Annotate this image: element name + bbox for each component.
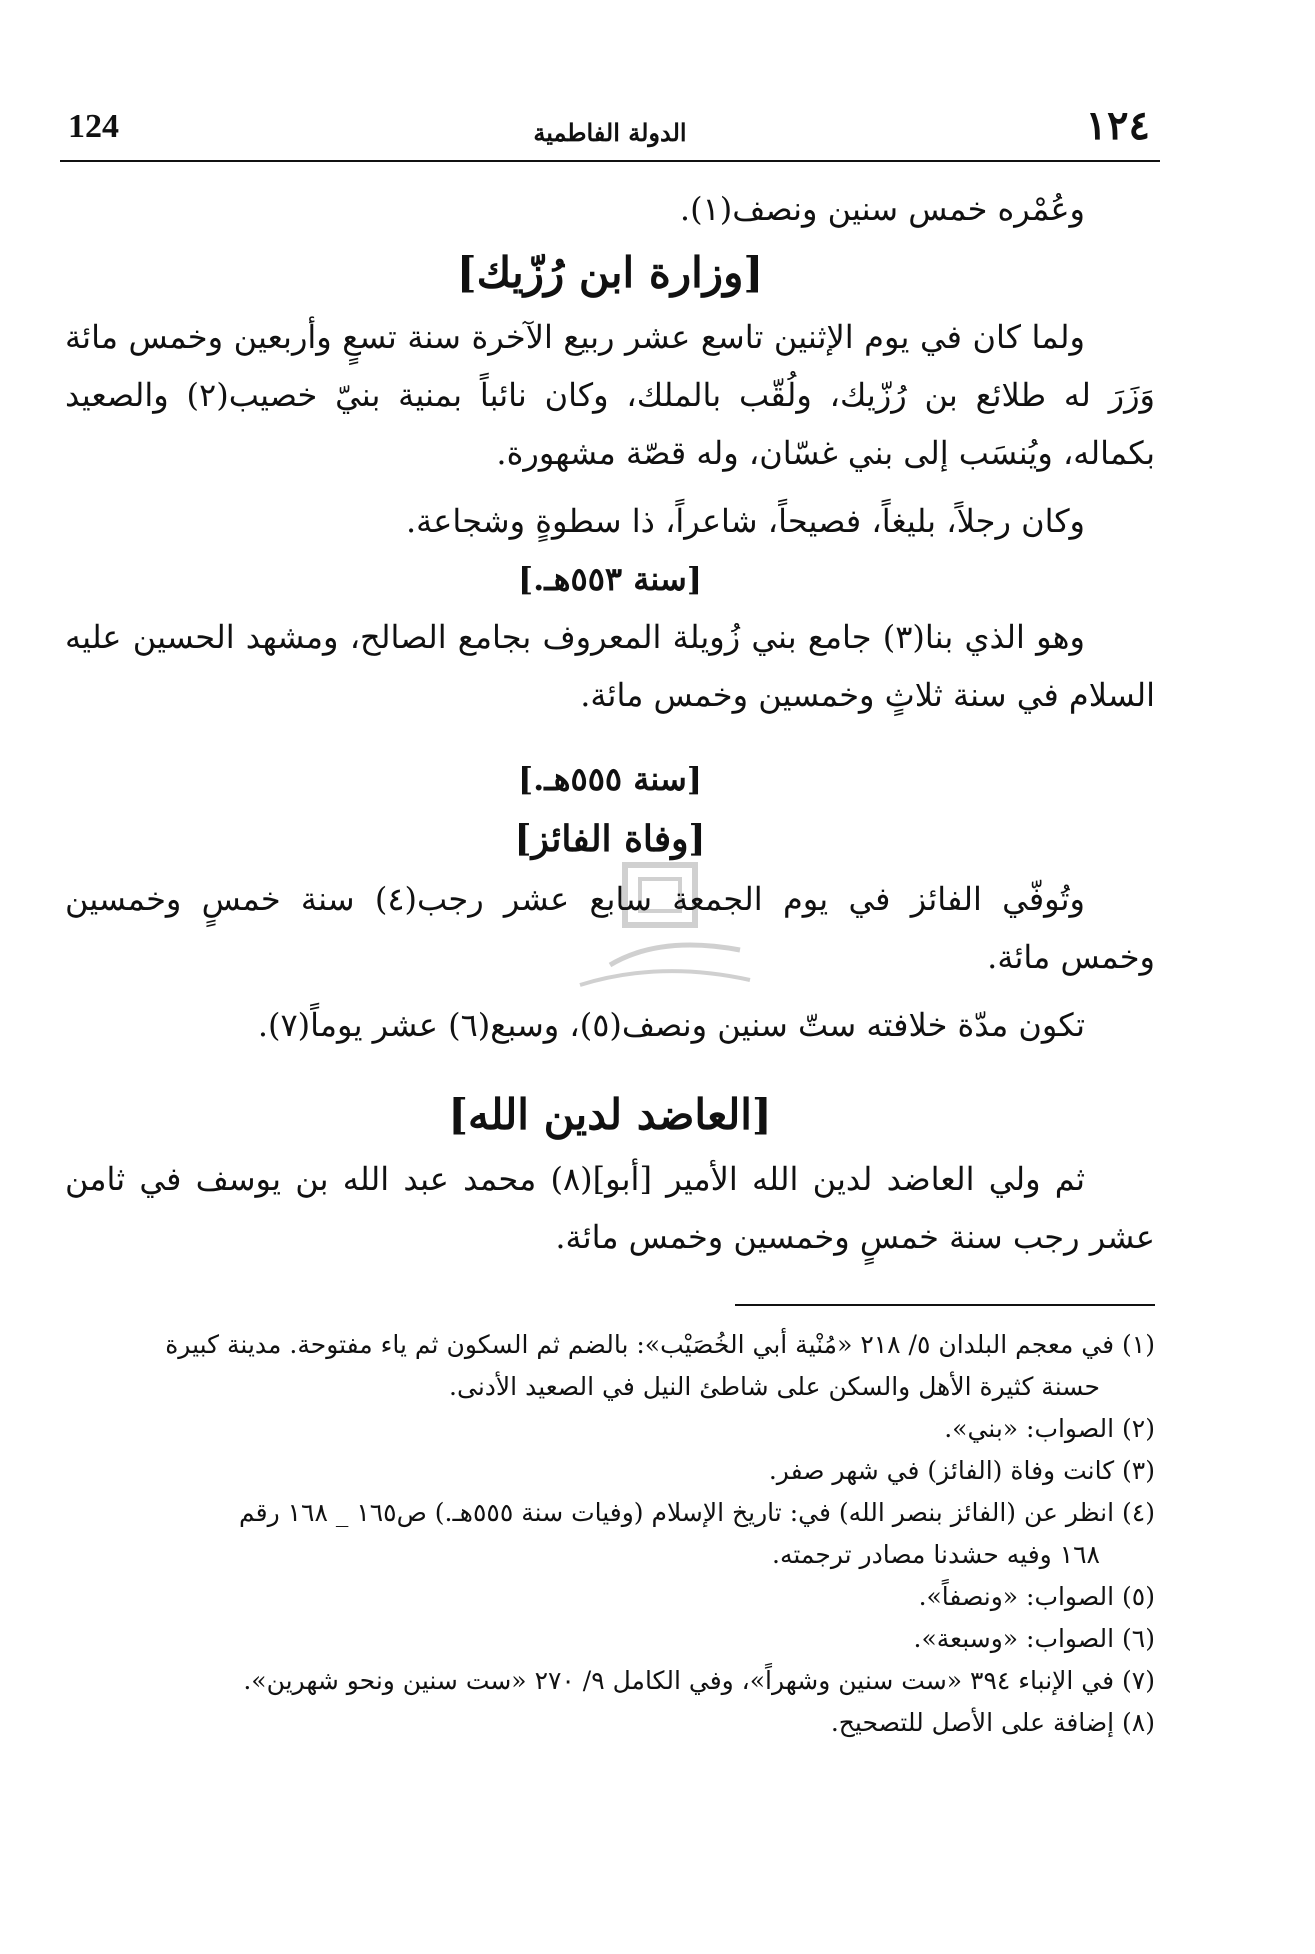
page-number-arabic: ١٢٤ <box>1085 102 1150 149</box>
paragraph: وتُوفّي الفائز في يوم الجمعة سابع عشر رجب(٤) سنة خمسٍ وخمسين وخمس مائة. <box>65 880 1155 976</box>
footnotes <box>65 1324 1155 1744</box>
paragraph: ثم ولي العاضد لدين الله الأمير [أبو](٨) محمد عبد الله بن يوسف في ثامن عشر رجب سنة خمسٍ وخمسين وخمس مائة. <box>65 1160 1155 1256</box>
footnote: (٣) كانت وفاة (الفائز) في شهر صفر. <box>768 1456 1155 1485</box>
footnote-divider <box>735 1304 1155 1306</box>
section-heading: [وزارة ابن رُزّيك] <box>456 248 764 297</box>
footnote: (٨) إضافة على الأصل للتصحيح. <box>830 1708 1155 1737</box>
footnote: (١) في معجم البلدان ٥/ ٢١٨ «مُنْية أبي الخُصَيْب»: بالضم ثم السكون ثم ياء مفتوحة. مدينة كبيرة <box>165 1330 1155 1359</box>
footnote: (٦) الصواب: «وسبعة». <box>913 1624 1155 1653</box>
footnote: (٥) الصواب: «ونصفاً». <box>918 1582 1155 1611</box>
year-heading: [سنة ٥٥٥هـ.] <box>518 760 702 798</box>
running-title: الدولة الفاطمية <box>533 118 687 147</box>
footnote: (٧) في الإنباء ٣٩٤ «ست سنين وشهراً»، وفي الكامل ٩/ ٢٧٠ «ست سنين ونحو شهرين». <box>243 1666 1155 1695</box>
footnote-continuation: ١٦٨ وفيه حشدنا مصادر ترجمته. <box>772 1540 1100 1569</box>
paragraph: وعُمْره خمس سنين ونصف(١). <box>679 190 1085 228</box>
footnote-continuation: حسنة كثيرة الأهل والسكن على شاطئ النيل في الصعيد الأدنى. <box>449 1372 1100 1401</box>
footnote: (٢) الصواب: «بني». <box>944 1414 1155 1443</box>
section-heading: [العاضد لدين الله] <box>448 1090 772 1139</box>
paragraph: وهو الذي بنا(٣) جامع بني زُويلة المعروف بجامع الصالح، ومشهد الحسين عليه السلام في سنة ثلاثٍ وخمسين وخمس مائة. <box>65 618 1155 714</box>
page-number-latin: 124 <box>68 108 119 145</box>
paragraph: ولما كان في يوم الإثنين تاسع عشر ربيع الآخرة سنة تسعٍ وأربعين وخمس مائة وَزَرَ له طلائع بن رُزّيك، ولُقّب بالملك، وكان نائباً بمنية بنيّ خصيب(٢) والصعيد بكماله، ويُنسَب إلى بني غسّان، وله قصّة مشهورة. <box>65 318 1156 472</box>
paragraph: وكان رجلاً، بليغاً، فصيحاً، شاعراً، ذا سطوةٍ وشجاعة. <box>405 502 1085 540</box>
paragraph: تكون مدّة خلافته ستّ سنين ونصف(٥)، وسبع(٦) عشر يوماً(٧). <box>257 1006 1085 1044</box>
main-text <box>65 180 1155 1744</box>
page-header <box>60 100 1160 162</box>
section-heading: [وفاة الفائز] <box>514 818 706 860</box>
year-heading: [سنة ٥٥٣هـ.] <box>518 560 702 598</box>
footnote: (٤) انظر عن (الفائز بنصر الله) في: تاريخ الإسلام (وفيات سنة ٥٥٥هـ.) ص١٦٥ _ ١٦٨ رقم <box>239 1498 1155 1527</box>
